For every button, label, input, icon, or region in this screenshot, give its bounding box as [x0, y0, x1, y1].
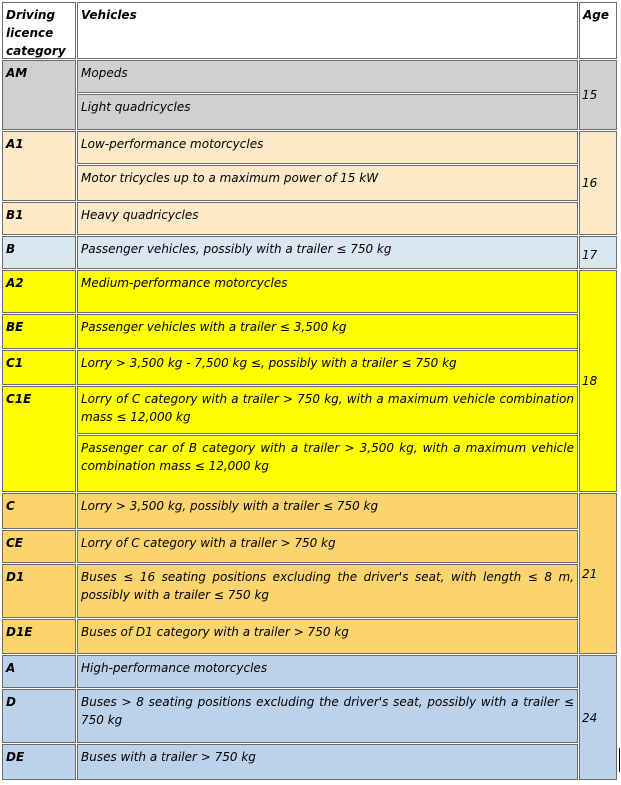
age-cell-21: 21 [579, 493, 617, 654]
vehicle-cell: Lorry of C category with a trailer > 750 kg [77, 530, 578, 563]
category-cell-d1: D1 [2, 564, 76, 618]
age-cell-17: 17 [579, 236, 617, 269]
vehicle-cell: Light quadricycles [77, 94, 578, 130]
vehicle-cell: Buses ≤ 16 seating positions excluding the driver's seat, with length ≤ 8 m, possibly with a trailer ≤ 750 kg [77, 564, 578, 618]
vehicle-cell: Passenger car of B category with a trailer > 3,500 kg, with a maximum vehicle combination mass ≤ 12,000 kg [77, 435, 578, 492]
header-category: Driving licence category [2, 2, 76, 59]
vehicle-cell: High-performance motorcycles [77, 655, 578, 688]
vehicle-cell: Low-performance motorcycles [77, 131, 578, 164]
vehicle-cell: Buses with a trailer > 750 kg [77, 744, 578, 780]
category-cell-d: D [2, 689, 76, 743]
text-cursor-line [619, 748, 620, 772]
category-cell-a2: A2 [2, 270, 76, 313]
age-cell-16: 16 [579, 131, 617, 235]
category-cell-b: B [2, 236, 76, 269]
vehicle-cell: Buses > 8 seating positions excluding the driver's seat, possibly with a trailer ≤ 750 kg [77, 689, 578, 743]
vehicle-cell: Medium-performance motorcycles [77, 270, 578, 313]
age-cell-18: 18 [579, 270, 617, 492]
vehicle-cell: Heavy quadricycles [77, 202, 578, 235]
vehicle-cell: Mopeds [77, 60, 578, 93]
header-age: Age [579, 2, 617, 59]
vehicle-cell: Lorry of C category with a trailer > 750 kg, with a maximum vehicle combination mass ≤ 12,000 kg [77, 386, 578, 434]
category-cell-d1e: D1E [2, 619, 76, 654]
age-cell-15: 15 [579, 60, 617, 130]
header-vehicles: Vehicles [77, 2, 578, 59]
category-cell-de: DE [2, 744, 76, 780]
vehicle-cell: Lorry > 3,500 kg, possibly with a trailer ≤ 750 kg [77, 493, 578, 529]
category-cell-c1e: C1E [2, 386, 76, 492]
vehicle-cell: Passenger vehicles with a trailer ≤ 3,500 kg [77, 314, 578, 349]
category-cell-c1: C1 [2, 350, 76, 385]
category-cell-c: C [2, 493, 76, 529]
category-cell-be: BE [2, 314, 76, 349]
vehicle-cell: Buses of D1 category with a trailer > 750 kg [77, 619, 578, 654]
age-cell-24: 24 [579, 655, 617, 780]
category-cell-am: AM [2, 60, 76, 130]
category-cell-a1: A1 [2, 131, 76, 201]
category-cell-ce: CE [2, 530, 76, 563]
category-cell-a: A [2, 655, 76, 688]
vehicle-cell: Motor tricycles up to a maximum power of 15 kW [77, 165, 578, 201]
vehicle-cell: Passenger vehicles, possibly with a trailer ≤ 750 kg [77, 236, 578, 269]
vehicle-cell: Lorry > 3,500 kg - 7,500 kg ≤, possibly with a trailer ≤ 750 kg [77, 350, 578, 385]
category-cell-b1: B1 [2, 202, 76, 235]
